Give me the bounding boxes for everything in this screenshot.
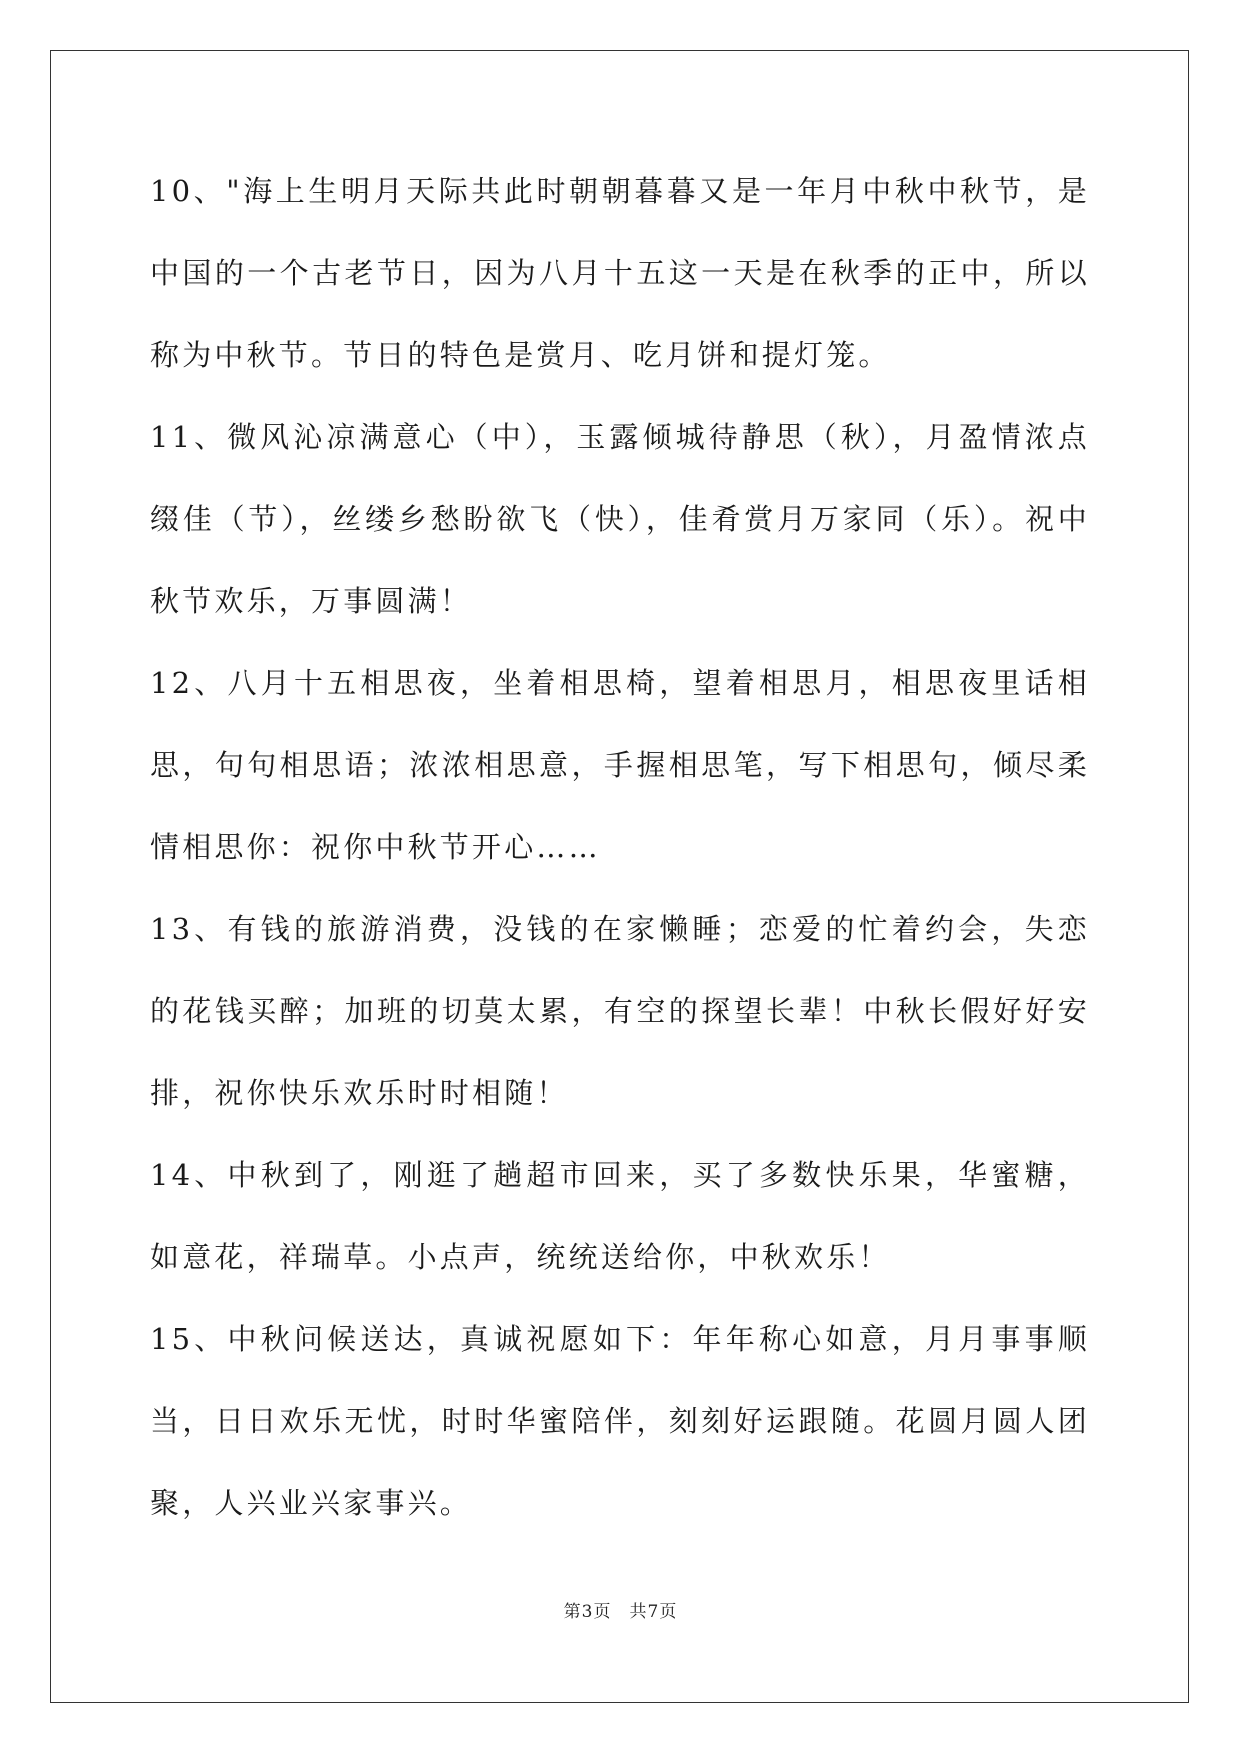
page-total: 共7页 (629, 1602, 678, 1622)
paragraph-12: 12、八月十五相思夜，坐着相思椅，望着相思月，相思夜里话相思，句句相思语；浓浓相思意，手握相思笔，写下相思句，倾尽柔情相思你：祝你中秋节开心…… (150, 666, 1090, 864)
document-body (150, 150, 1090, 1544)
paragraph-14: 14、中秋到了，刚逛了趟超市回来，买了多数快乐果，华蜜糖，如意花，祥瑞草。小点声，统统送给你，中秋欢乐！ (150, 1158, 1090, 1274)
paragraph-11: 11、微风沁凉满意心（中），玉露倾城待静思（秋），月盈情浓点缀佳（节），丝缕乡愁盼欲飞（快），佳肴赏月万家同（乐）。祝中秋节欢乐，万事圆满！ (150, 420, 1090, 618)
paragraph-10: 10、"海上生明月天际共此时朝朝暮暮又是一年月中秋中秋节，是中国的一个古老节日，因为八月十五这一天是在秋季的正中，所以称为中秋节。节日的特色是赏月、吃月饼和提灯笼。 (150, 174, 1090, 372)
paragraph-15: 15、中秋问候送达，真诚祝愿如下：年年称心如意，月月事事顺当，日日欢乐无忧，时时华蜜陪伴，刻刻好运跟随。花圆月圆人团聚，人兴业兴家事兴。 (150, 1322, 1090, 1520)
paragraph-13: 13、有钱的旅游消费，没钱的在家懒睡；恋爱的忙着约会，失恋的花钱买醉；加班的切莫太累，有空的探望长辈！中秋长假好好安排，祝你快乐欢乐时时相随！ (150, 912, 1090, 1110)
page-footer (0, 1597, 1241, 1622)
page-number: 第3页 (563, 1602, 612, 1622)
